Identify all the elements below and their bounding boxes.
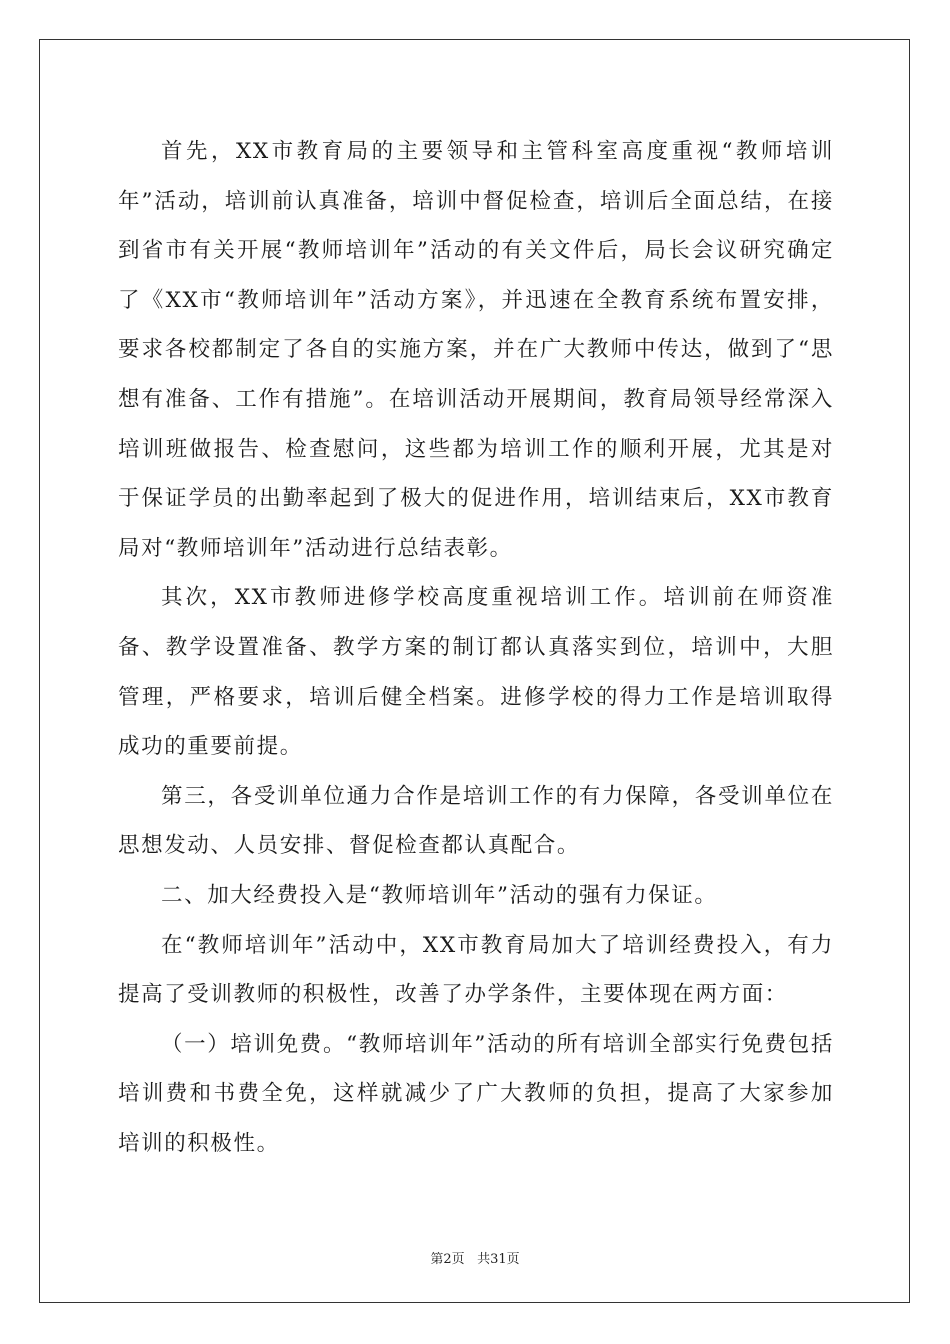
paragraph-2: 其次，XX市教师进修学校高度重视培训工作。培训前在师资准备、教学设置准备、教学方案的制订都认真落实到位，培训中，大胆管理，严格要求，培训后健全档案。进修学校的得力工作是培训取得成功的重要前提。 bbox=[118, 585, 834, 760]
page-total: 共31页 bbox=[477, 1252, 520, 1267]
page-footer bbox=[0, 1248, 950, 1267]
page-number: 第2页 bbox=[430, 1252, 465, 1267]
paragraph-4: 二、加大经费投入是“教师培训年”活动的强有力保证。 bbox=[161, 882, 718, 908]
paragraph-5: 在“教师培训年”活动中，XX市教育局加大了培训经费投入，有力提高了受训教师的积极性，改善了办学条件，主要体现在两方面： bbox=[118, 932, 834, 1008]
paragraph-3: 第三，各受训单位通力合作是培训工作的有力保障，各受训单位在思想发动、人员安排、督促检查都认真配合。 bbox=[118, 783, 834, 859]
document-body bbox=[118, 127, 834, 1168]
paragraph-6: （一）培训免费。“教师培训年”活动的所有培训全部实行免费包括培训费和书费全免，这样就减少了广大教师的负担，提高了大家参加培训的积极性。 bbox=[118, 1031, 834, 1156]
paragraph-1: 首先，XX市教育局的主要领导和主管科室高度重视“教师培训年”活动，培训前认真准备，培训中督促检查，培训后全面总结，在接到省市有关开展“教师培训年”活动的有关文件后，局长会议研究确定了《XX市“教师培训年”活动方案》，并迅速在全教育系统布置安排，要求各校都制定了各自的实施方案，并在广大教师中传达，做到了“思想有准备、工作有措施”。在培训活动开展期间，教育局领导经常深入培训班做报告、检查慰问，这些都为培训工作的顺利开展，尤其是对于保证学员的出勤率起到了极大的促进作用，培训结束后，XX市教育局对“教师培训年”活动进行总结表彰。 bbox=[118, 139, 834, 561]
